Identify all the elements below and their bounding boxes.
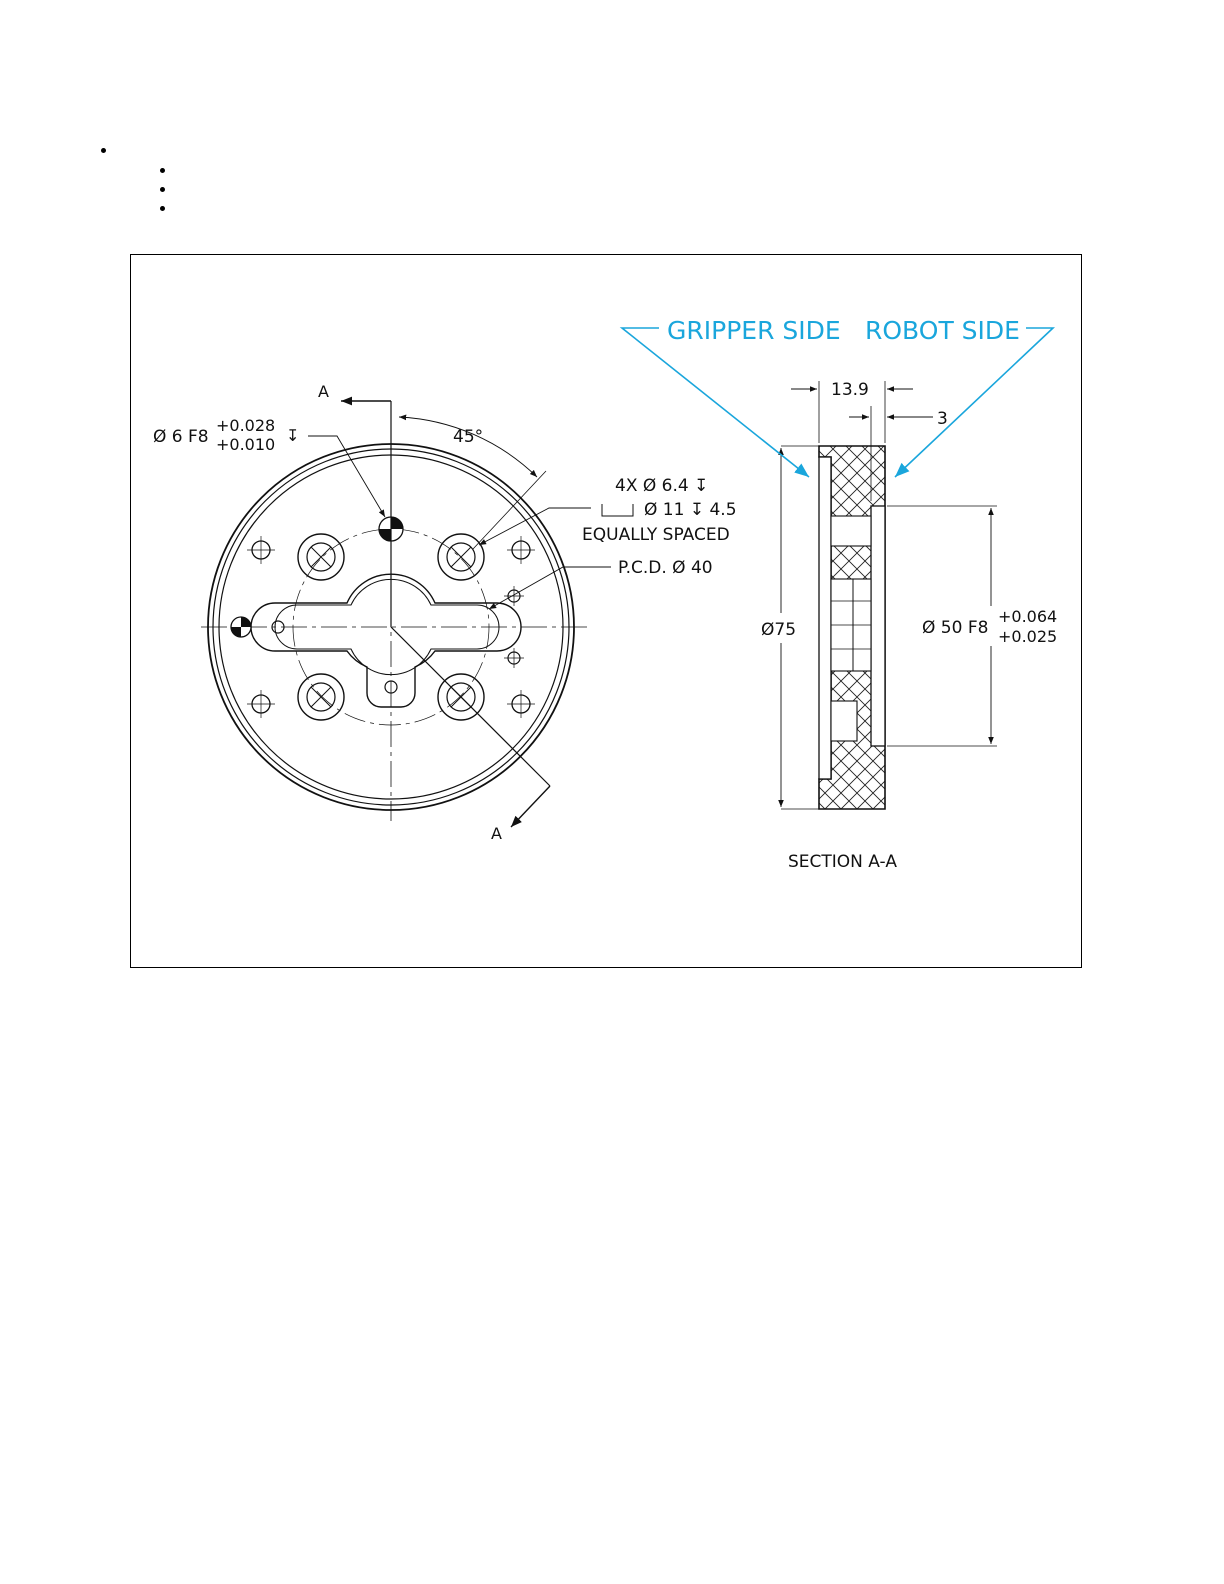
inner-dia-label: Ø 50 F8: [922, 618, 989, 638]
keyhole-slot: [251, 574, 521, 707]
list-bullet-3: [160, 187, 165, 192]
technical-drawing: [131, 255, 1081, 967]
inner-tol-lower: +0.025: [998, 627, 1058, 646]
outer-dia-label: Ø75: [761, 620, 797, 640]
holes-line-3: EQUALLY SPACED: [582, 525, 730, 545]
section-title: SECTION A-A: [788, 852, 897, 872]
counterbore-symbol: [602, 504, 633, 516]
section-marker-bottom: A: [491, 824, 502, 843]
hole-tol-upper: +0.028: [216, 416, 276, 435]
section-line: [318, 382, 550, 843]
holes-line-1: 4X Ø 6.4 ↧: [615, 476, 709, 496]
angle-label: 45°: [453, 427, 484, 447]
robot-side-label: ROBOT SIDE: [865, 316, 1020, 345]
technical-drawing-frame: [130, 254, 1082, 968]
section-marker-top: A: [318, 382, 329, 401]
pcd-label: P.C.D. Ø 40: [618, 558, 713, 578]
section-view: [761, 380, 1057, 872]
list-bullet-4: [160, 206, 165, 211]
datum-symbol-left: [231, 617, 251, 637]
inner-tol-upper: +0.064: [998, 607, 1058, 626]
width-total-label: 13.9: [831, 380, 869, 400]
hole-dia-label: Ø 6 F8: [153, 427, 209, 447]
hole-tol-lower: +0.010: [216, 435, 276, 454]
list-bullet-1: [101, 148, 106, 153]
deep-symbol: ↧: [286, 426, 300, 445]
holes-line-2: Ø 11 ↧ 4.5: [644, 500, 737, 520]
list-bullet-2: [160, 168, 165, 173]
width-step-label: 3: [937, 409, 948, 429]
gripper-side-label: GRIPPER SIDE: [667, 316, 841, 345]
front-view: [153, 382, 737, 843]
